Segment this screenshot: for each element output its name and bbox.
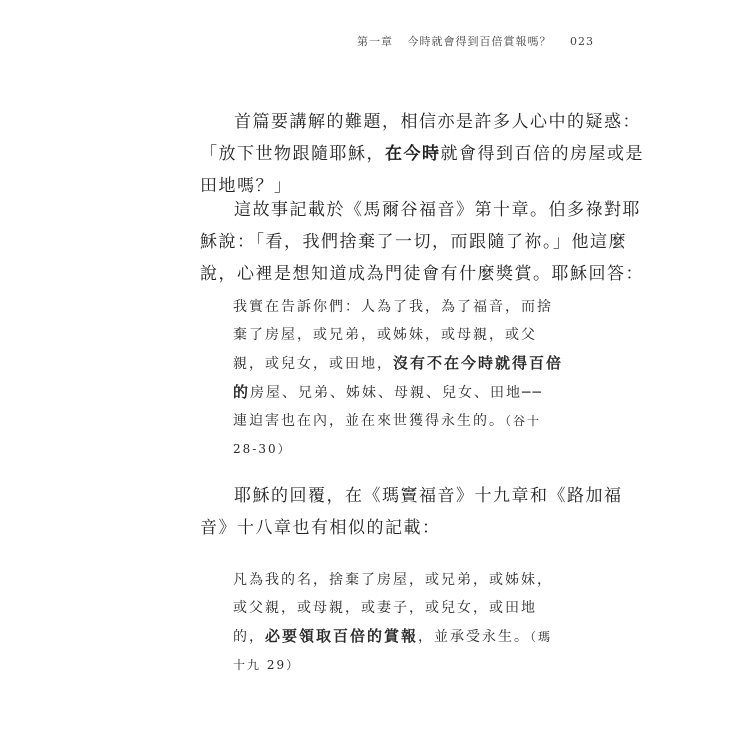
paragraph-parallel [200,480,623,544]
running-head [357,33,594,49]
emphasis-text: 沒有不在今時就得百倍 [393,354,564,372]
quote-line: 棄了房屋，或兄弟，或姊妹，或母親，或父 [233,327,537,343]
page-number: 023 [570,35,594,48]
text-span: 「放下世物跟隨耶穌， [200,144,385,164]
quote-line: 凡為我的名，捨棄了房屋，或兄弟，或姊妹， [233,572,553,588]
emphasis-text: 必要領取百倍的賞報 [265,627,419,645]
text-span: 房屋、兄弟、姊妹、母親、兒女、田地── [250,385,543,401]
quote-line: 我實在告訴你們：人為了我，為了福音，而捨 [233,299,553,315]
quote-line [233,407,551,435]
text-line: 田地嗎？」 [200,176,293,196]
text-span: 連迫害也在內，並在來世獲得永生的。 [233,413,505,429]
quote-line: 或父親，或母親，或妻子，或兒女，或田地 [233,600,537,616]
quote-line [233,378,551,407]
emphasis-text: 在今時 [385,144,441,164]
text-line: 說，心裡是想知道成為門徒會有什麼獎賞。耶穌回答： [200,264,644,284]
scripture-quote-matthew [233,566,551,679]
scripture-quote-mark [233,293,564,463]
quote-line [233,622,551,651]
quote-line [233,349,564,378]
text-line [200,138,644,170]
scripture-reference: （瑪 [530,630,553,644]
scripture-reference: 十九 29） [233,658,301,672]
paragraph-story [200,194,644,290]
scripture-reference: （谷十 [505,414,542,428]
text-line: 音》十八章也有相似的記載： [200,518,441,538]
text-line: 耶穌的回覆，在《瑪竇福音》十九章和《路加福 [234,486,623,506]
text-span: 親，或兒女，或田地， [233,356,393,372]
chapter-title: 今時就會得到百倍賞報嗎？ [407,35,552,48]
text-span: 的， [233,629,265,645]
emphasis-text: 的 [233,383,251,401]
text-span: 就會得到百倍的房屋或是 [440,144,644,164]
text-line: 穌說：「看，我們捨棄了一切，而跟隨了祢。」他這麼 [200,232,627,252]
scripture-reference: 28-30） [233,442,292,456]
text-span: ，並承受永生。 [418,629,531,645]
chapter-label: 第一章 [357,35,393,48]
text-line: 這故事記載於《馬爾谷福音》第十章。伯多祿對耶 [234,200,641,220]
text-line: 首篇要講解的難題，相信亦是許多人心中的疑惑： [234,112,641,132]
paragraph-intro [200,106,644,202]
